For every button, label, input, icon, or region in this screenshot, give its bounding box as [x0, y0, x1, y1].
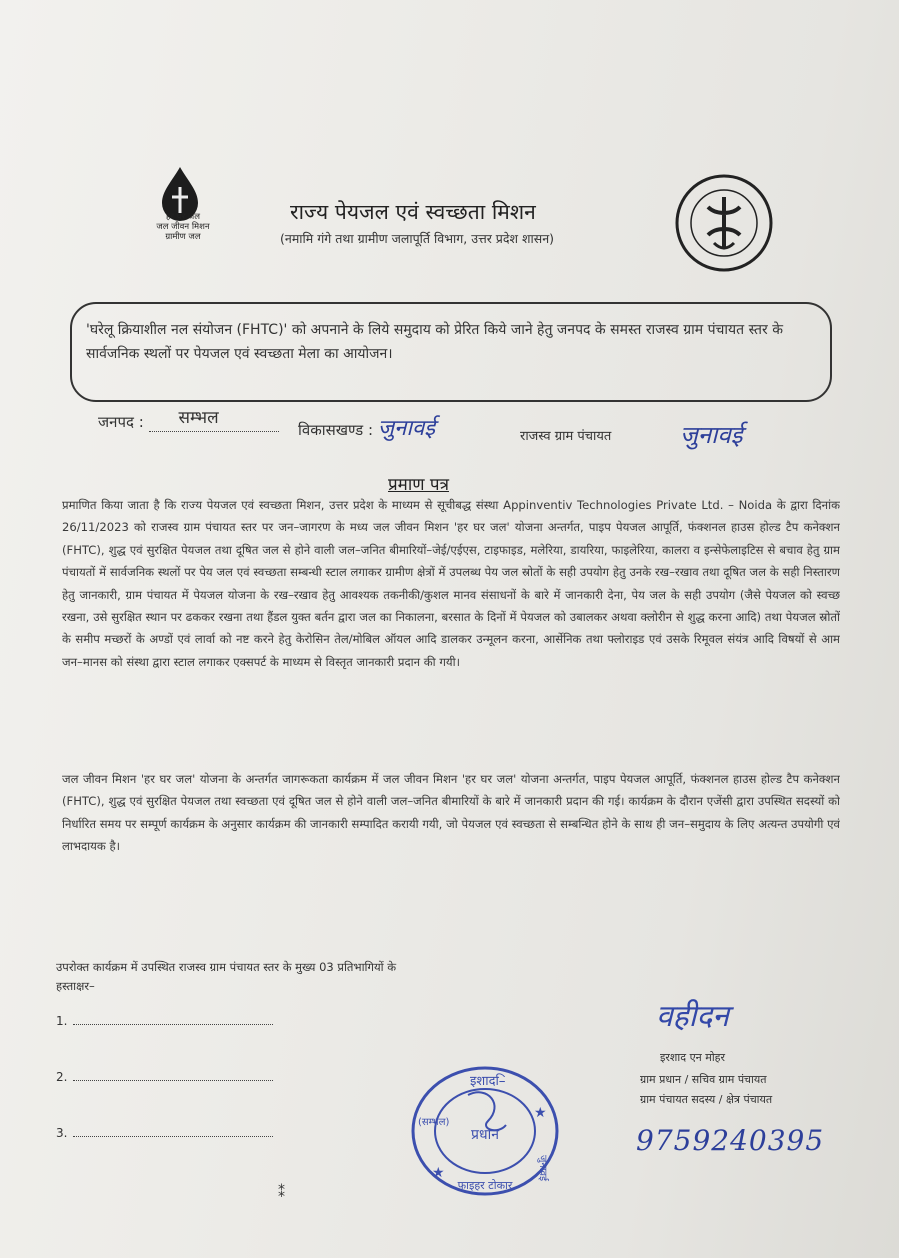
event-banner-text: 'घरेलू क्रियाशील नल संयोजन (FHTC)' को अपनाने के लिये समुदाय को प्रेरित किये जाने हेतु जनपद के समस्त राजस्व ग्राम पंचायत स्तर के सार्वजनिक स्थलों पर पेयजल एवं स्वच्छता मेला का आयोजन। [86, 322, 783, 362]
participants-heading: उपरोक्त कार्यक्रम में उपस्थित राजस्व ग्राम पंचायत स्तर के मुख्य 03 प्रतिभागियों के हस्ताक्षर– [56, 960, 397, 993]
pradhan-signature: वहीदन [656, 999, 729, 1034]
gram-panchayat-value: जुनावई [680, 421, 743, 449]
certificate-paragraph-2: जल जीवन मिशन 'हर घर जल' योजना के अन्तर्गत जागरूकता कार्यक्रम में जल जीवन मिशन 'हर घर जल' योजना अन्तर्गत, पाइप पेयजल आपूर्ति, फंक्शनल हाउस होल्ड टैप कनेक्शन (FHTC), शुद्ध एवं सुरक्षित पेयजल तथा स्वच्छता एवं दूषित जल से होने वाली जल–जनित बीमारियों के बारे में जानकारी प्रदान की गई। कार्यक्रम के दौरान एजेंसी द्वारा उपस्थित सदस्यों को निर्धारित समय पर सम्पूर्ण कार्यक्रम के अनुसार कार्यक्रम की जानकारी सम्पादित करायी गयी, जो पेयजल एवं स्वच्छता से सम्बन्धित होने के साथ ही जन–समुदाय के लिए अत्यन्त उपयोगी एवं लाभदायक है। [62, 772, 840, 854]
gram-pradhan-stamp [410, 1065, 560, 1197]
gram-panchayat-label: राजस्व ग्राम पंचायत [520, 429, 612, 444]
logo-caption: हर घर जल जल जीवन मिशन ग्रामीण जल [156, 212, 210, 242]
certificate-title: प्रमाण पत्र [388, 475, 449, 495]
phone-number: 9759240395 [636, 1124, 825, 1157]
janpad-field [98, 408, 279, 432]
participant-line-3: 3. [56, 1126, 273, 1140]
svg-text:★: ★ [432, 1165, 445, 1181]
pradhan-name: इरशाद एन मोहर [660, 1051, 726, 1064]
svg-text:फ़ाइहर टोकार: फ़ाइहर टोकार [457, 1179, 513, 1192]
pradhan-role-2: ग्राम पंचायत सदस्य / क्षेत्र पंचायत [640, 1093, 773, 1106]
participant-line-2: 2. [56, 1070, 273, 1084]
up-government-seal [674, 173, 774, 273]
svg-text:इशाद–ि: इशाद–ि [470, 1074, 506, 1089]
certificate-paragraph-1: प्रमाणित किया जाता है कि राज्य पेयजल एवं स्वच्छता मिशन, उत्तर प्रदेश के माध्यम से सूचीबद्ध संस्था Appinventiv Technologies Private Ltd. – Noida के द्वारा दिनांक 26/11/2023 को राजस्व ग्राम पंचायत स्तर पर जन–जागरण के मध्य जल जीवन मिशन 'हर घर जल' योजना अन्तर्गत, पाइप पेयजल आपूर्ति, फंक्शनल हाउस होल्ड टैप कनेक्शन (FHTC), शुद्ध एवं सुरक्षित पेयजल तथा दूषित जल से होने वाली जल–जनित बीमारियों–जेई/एईएस, टाइफाइड, मलेरिया, डायरिया, फाइलेरिया, कालरा व इन्सेफेलाइटिस से बचाव हेतु ग्राम पंचायतों में सार्वजनिक स्थलों पर पेय जल एवं स्वच्छता सम्बन्धी स्टाल लगाकर ग्रामीण क्षेत्रों में उपलब्ध पेय जल स्रोतों के सही उपयोग हेतु उनके रख–रखाव तथा दूषित जल के सही निस्तारण हेतु जानकारी, ग्राम पंचायत में पेयजल योजना के रख–रखाव हेतु आवश्यक तकनीकी/कुशल मानव संसाधनों के बारे में जानकारी देना, पेय जल के सही उपयोग (जैसे पेयजल को स्वच्छ रखना, उसे सुरक्षित स्थान पर ढककर रखना तथा हैंडल युक्त बर्तन द्वारा जल का निकालना, बरसात के दिनों में पेयजल को उबालकर अथवा क्लोरीन से शुद्ध करना आदि) तथा पेयजल स्रोतों के समीप मच्छरों के अण्डों एवं लार्वा को नष्ट करने हेतु केरोसिन तेल/मोबिल ऑयल आदि डालकर उन्मूलन करना, आर्सेनिक तथा फ्लोराइड एवं उसके रिमूवल संयंत्र आदि विषयों से आम जन–मानस को संस्था द्वारा स्टाल लगाकर एक्सपर्ट के माध्यम से विस्तृत जानकारी प्रदान की गयी। [62, 498, 840, 669]
vikaskhand-field [298, 412, 435, 442]
svg-text:(सम्भल): (सम्भल) [418, 1117, 450, 1128]
mission-title: राज्य पेयजल एवं स्वच्छता मिशन [290, 200, 536, 224]
svg-text:प्रधान: प्रधान [471, 1127, 499, 1143]
svg-text:जुनावई: जुनावई [537, 1155, 548, 1182]
svg-text:★: ★ [534, 1105, 547, 1121]
participant-line-1: 1. [56, 1014, 273, 1028]
vikaskhand-label: विकासखण्ड : [298, 421, 374, 439]
janpad-label: जनपद : [98, 413, 144, 431]
pradhan-role-1: ग्राम प्रधान / सचिव ग्राम पंचायत [640, 1073, 767, 1086]
janpad-value: सम्भल [178, 408, 219, 428]
page-mark: ⁑ [278, 1185, 285, 1201]
department-subtitle: (नमामि गंगे तथा ग्रामीण जलापूर्ति विभाग, उत्तर प्रदेश शासन) [280, 231, 555, 246]
vikaskhand-value: जुनावई [377, 416, 436, 441]
